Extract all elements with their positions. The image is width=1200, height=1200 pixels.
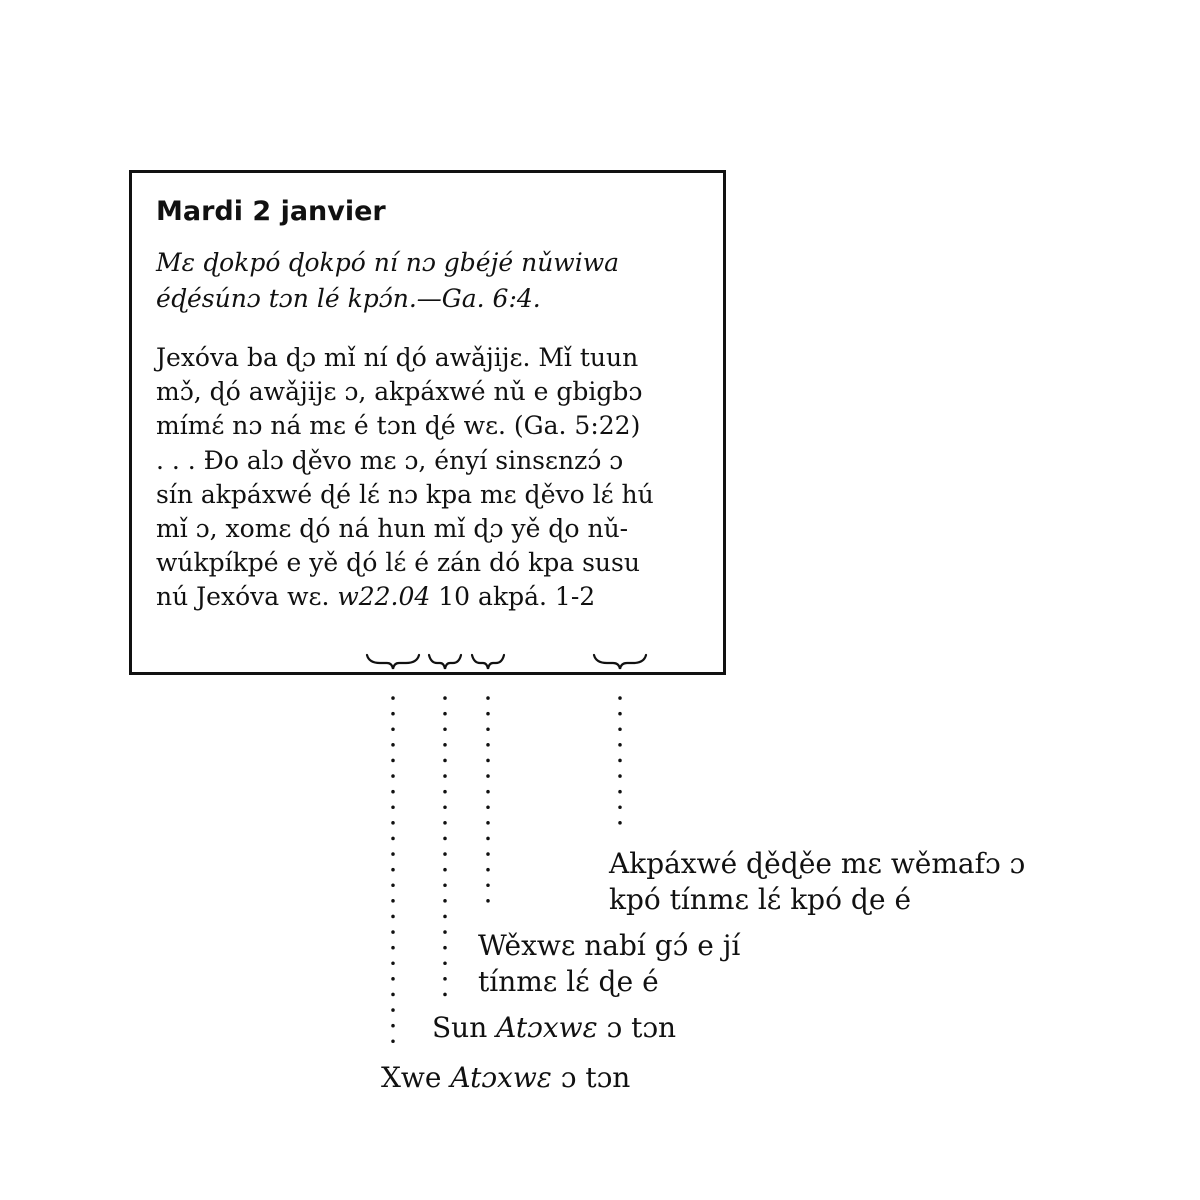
ref-issue-month: 04 bbox=[398, 582, 431, 612]
callout-word: Sun bbox=[432, 1011, 488, 1044]
page-callout bbox=[478, 928, 740, 1000]
comment-line: mɔ̌, ɖó awǎjijɛ ɔ, akpáxwé nǔ e gbigbɔ bbox=[156, 377, 643, 407]
source-reference bbox=[337, 582, 595, 611]
date-heading: Mardi 2 janvier bbox=[156, 196, 386, 227]
callout-line: tínmɛ lɛ́ ɖe é bbox=[478, 965, 659, 998]
comment-line: wúkpíkpé e yě ɖó lɛ́ é zán dó kpa susu bbox=[156, 548, 640, 578]
verse-line: éɖésúnɔ tɔn lé kpɔ́n.—Ga. 6:4. bbox=[156, 284, 541, 313]
callout-word: Xwe bbox=[381, 1061, 442, 1094]
theme-scripture bbox=[156, 245, 619, 317]
callout-rest: ɔ tɔn bbox=[606, 1011, 677, 1044]
comment-line: Jexóva ba ɖɔ mǐ ní ɖó awǎjijɛ. Mǐ tuun bbox=[156, 343, 639, 372]
callout-line: Akpáxwé ɖěɖěe mɛ wěmafɔ ɔ bbox=[609, 847, 1026, 880]
daily-text-card bbox=[129, 170, 726, 675]
ref-issue-year: w22. bbox=[337, 582, 399, 612]
callout-line: Wěxwɛ nabí gɔ́ e jí bbox=[478, 929, 741, 962]
ref-paragraphs: 1-2 bbox=[554, 582, 596, 612]
verse-line: Mɛ ɖokpó ɖokpó ní nɔ gbéjé nǔwiwa bbox=[156, 248, 620, 277]
comment-line: mǐ ɔ, xomɛ ɖó ná hun mǐ ɖɔ yě ɖo nǔ- bbox=[156, 514, 629, 544]
comment-line-end: nú Jexóva wɛ. bbox=[156, 582, 330, 612]
paragraphs-callout bbox=[609, 846, 1025, 918]
comment-line: sín akpáxwé ɖé lɛ́ nɔ kpa mɛ ɖěvo lɛ́ hú bbox=[156, 479, 654, 509]
callout-italic: Atɔxwɛ bbox=[450, 1061, 552, 1094]
comment-line: . . . Ðo alɔ ɖěvo mɛ ɔ, ényí sinsɛnzɔ́ ɔ bbox=[156, 445, 624, 475]
callout-rest: ɔ tɔn bbox=[560, 1061, 631, 1094]
callout-italic: Atɔxwɛ bbox=[496, 1011, 598, 1044]
comment-line: mímɛ́ nɔ ná mɛ é tɔn ɖé wɛ. (Ga. 5:22) bbox=[156, 411, 641, 441]
callout-line: kpó tínmɛ lɛ́ kpó ɖe é bbox=[609, 883, 912, 916]
month-callout bbox=[432, 1010, 676, 1046]
ref-akpa: akpá. bbox=[478, 582, 547, 612]
year-callout bbox=[381, 1060, 630, 1096]
ref-page: 10 bbox=[438, 582, 471, 612]
comment-last-line bbox=[156, 580, 654, 614]
comment-text bbox=[156, 341, 654, 615]
